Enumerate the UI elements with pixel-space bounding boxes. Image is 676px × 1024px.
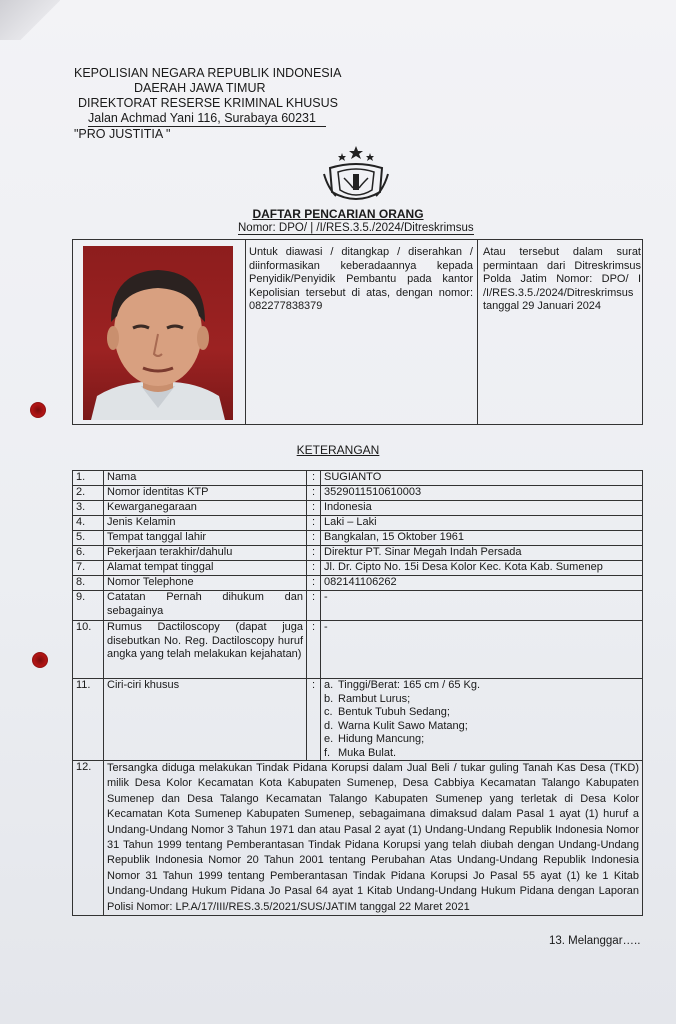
row-number: 9. [73, 591, 104, 621]
row-label: Rumus Dactiloscopy (dapat juga disebutkan No. Reg. Dactiloscopy huruf angka yang telah melakukan kejahatan) [104, 621, 307, 679]
wanted-info-box [72, 239, 643, 425]
row-colon: : [307, 546, 321, 561]
row-value: Bangkalan, 15 Oktober 1961 [321, 531, 643, 546]
suspect-photo [83, 246, 233, 420]
row-label: Kewarganegaraan [104, 501, 307, 516]
letterhead-region: DAERAH JAWA TIMUR [134, 81, 266, 95]
row-value: - [321, 591, 643, 621]
instruction-cell [245, 240, 478, 424]
list-item: e. Hidung Mancung; [324, 733, 425, 745]
table-row [73, 471, 643, 486]
table-row [73, 531, 643, 546]
row-number: 5. [73, 531, 104, 546]
row-value: 3529011510610003 [321, 486, 643, 501]
punch-hole-top [30, 402, 46, 418]
list-item: f. Muka Bulat. [324, 746, 397, 759]
row-number: 11. [73, 679, 104, 761]
row-colon: : [307, 516, 321, 531]
row-label: Catatan Pernah dihukum dan sebagainya [104, 591, 307, 621]
row-value: 082141106262 [321, 576, 643, 591]
police-emblem-icon [320, 144, 392, 206]
document-number: Nomor: DPO/ | /I/RES.3.5./2024/Ditreskrimsus [238, 222, 474, 234]
punch-hole-bottom [32, 652, 48, 668]
row-number: 7. [73, 561, 104, 576]
row-colon: : [307, 501, 321, 516]
keterangan-heading: KETERANGAN [296, 443, 380, 457]
table-row [73, 501, 643, 516]
list-item: b. Rambut Lurus; [324, 692, 411, 705]
list-item: a. Tinggi/Berat: 165 cm / 65 Kg. [324, 679, 481, 691]
table-row [73, 561, 643, 576]
list-item: d. Warna Kulit Sawo Matang; [324, 719, 468, 732]
charge-description: Tersangka diduga melakukan Tindak Pidana Korupsi dalam Jual Beli / tukar guling Tanah Kas Desa (TKD) milik Desa Kolor Kecamatan Kota Kabupaten Sumenep, Desa Cabbiya Kecamatan Talango Kabupaten Sumenep dan Desa Talango Kecamatan Talango Kabupaten Sumenep yang terletak di Desa Kolor Kecamatan Kota Sumenep Kabupaten Sumenep, sebagaimana dimaksud dalam Pasal 1 ayat (1) huruf a Undang-Undang Nomor 3 Tahun 1971 dan atau Pasal 2 ayat (1) Undang-Undang Republik Indonesia Nomor 31 Tahun 1999 tentang Pemberantasan Tindak Pidana Korupsi yang telah diubah dengan Undang-Undang Republik Indonesia Nomor 20 Tahun 2001 tentang Perubahan Atas Undang-Undang Republik Indonesia Nomor 31 Tahun 1999 tentang Pemberantasan Tindak Pidana Korupsi Jo Pasal 55 ayat (1) ke 1 Kitab Undang-Undang Hukum Pidana Jo Pasal 64 ayat 1 Kitab Undang-Undang Hukum Pidana dengan Laporan Polisi Nomor: LP.A/17/III/RES.3.5/2021/SUS/JATIM tanggal 22 Maret 2021 [104, 761, 643, 916]
row-number: 1. [73, 471, 104, 486]
row-value: - [321, 621, 643, 679]
row-number: 10. [73, 621, 104, 679]
row-colon: : [307, 679, 321, 761]
row-colon: : [307, 486, 321, 501]
row-value: Direktur PT. Sinar Megah Indah Persada [321, 546, 643, 561]
row-label: Nomor identitas KTP [104, 486, 307, 501]
letterhead [74, 66, 341, 142]
letterhead-pro-justitia: "PRO JUSTITIA " [74, 127, 171, 141]
row-label: Alamat tempat tinggal [104, 561, 307, 576]
row-label: Jenis Kelamin [104, 516, 307, 531]
row-colon: : [307, 531, 321, 546]
continuation-note: 13. Melanggar….. [549, 935, 641, 947]
keterangan-table [72, 470, 643, 916]
row-label: Nama [104, 471, 307, 486]
row-label: Nomor Telephone [104, 576, 307, 591]
table-row [73, 591, 643, 621]
folded-corner [0, 0, 60, 40]
row-number: 12. [73, 761, 104, 916]
row-colon: : [307, 591, 321, 621]
table-row [73, 546, 643, 561]
row-number: 6. [73, 546, 104, 561]
row-label: Pekerjaan terakhir/dahulu [104, 546, 307, 561]
row-number: 8. [73, 576, 104, 591]
row-number: 3. [73, 501, 104, 516]
document-title: DAFTAR PENCARIAN ORANG [252, 207, 424, 221]
photo-cell [73, 240, 246, 424]
row-value: Jl. Dr. Cipto No. 15i Desa Kolor Kec. Kota Kab. Sumenep [321, 561, 643, 576]
row-colon: : [307, 471, 321, 486]
row-colon: : [307, 621, 321, 679]
row-value: Indonesia [321, 501, 643, 516]
letterhead-institution: KEPOLISIAN NEGARA REPUBLIK INDONESIA [74, 66, 342, 80]
list-item: c. Bentuk Tubuh Sedang; [324, 706, 450, 718]
row-colon: : [307, 561, 321, 576]
letterhead-directorate: DIREKTORAT RESERSE KRIMINAL KHUSUS [78, 96, 339, 110]
instruction-text: Untuk diawasi / ditangkap / diserahkan / diinformasikan keberadaannya kepada Penyidik/Penyidik Pembantu pada kantor Kepolisian tersebut di atas, dengan nomor: 082277838379 [249, 246, 473, 313]
row-value: Laki – Laki [321, 516, 643, 531]
table-row [73, 576, 643, 591]
row-number: 2. [73, 486, 104, 501]
ciri-list [324, 679, 639, 760]
row-colon: : [307, 576, 321, 591]
table-row [73, 486, 643, 501]
table-row-ciri [73, 679, 643, 761]
reference-text: Atau tersebut dalam surat permintaan dari Ditreskrimsus Polda Jatim Nomor: DPO/ I /I/RES.3.5./2024/Ditreskrimsus tanggal 29 Januari 2024 [483, 246, 641, 313]
row-label: Ciri-ciri khusus [104, 679, 307, 761]
row-number: 4. [73, 516, 104, 531]
letterhead-address: Jalan Achmad Yani 116, Surabaya 60231 [88, 111, 326, 127]
row-value: SUGIANTO [321, 471, 643, 486]
table-row [73, 516, 643, 531]
table-row [73, 621, 643, 679]
ciri-list-cell [321, 679, 643, 761]
table-row-charge [73, 761, 643, 916]
row-label: Tempat tanggal lahir [104, 531, 307, 546]
